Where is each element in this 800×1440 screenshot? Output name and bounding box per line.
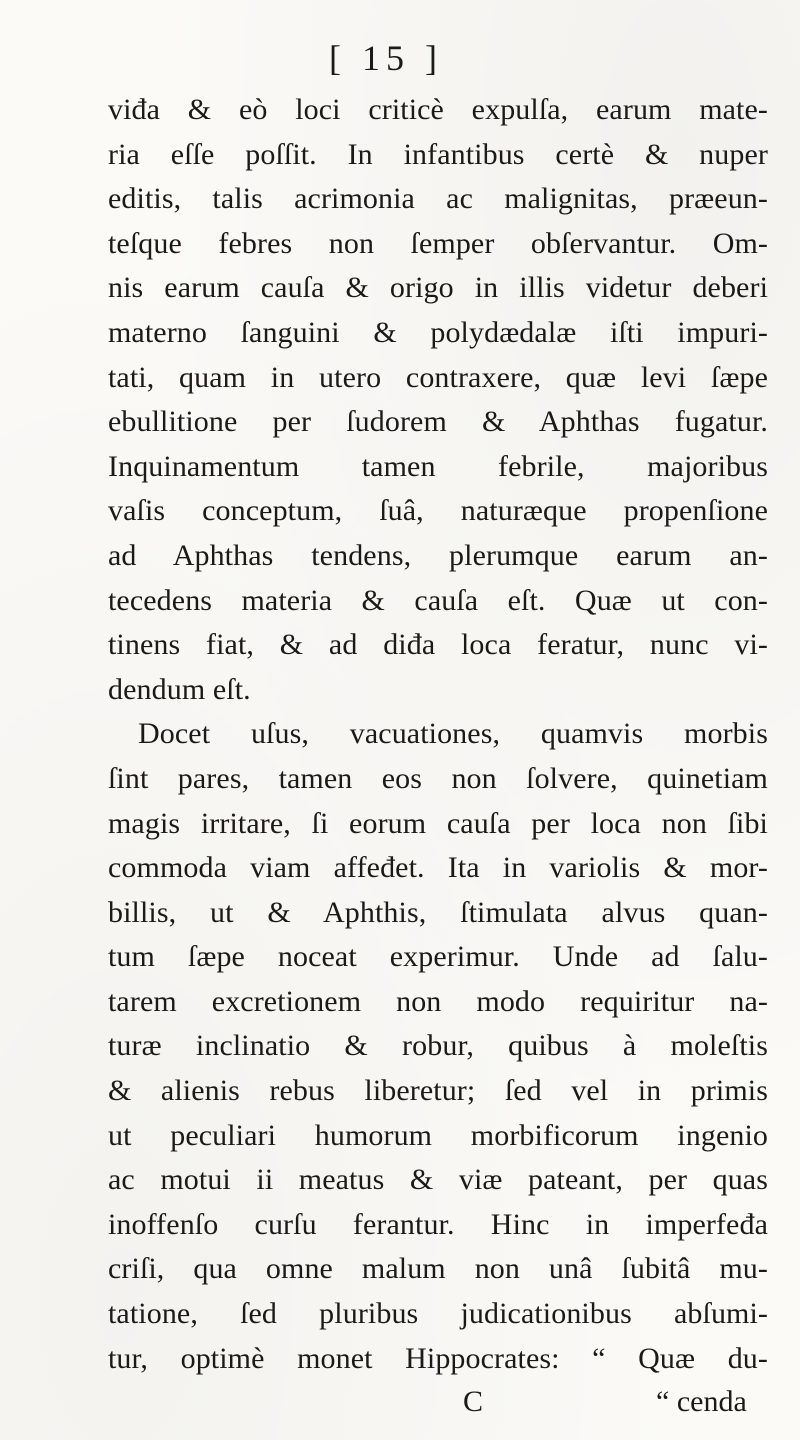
text-line: inoffenſo curſu ferantur. Hinc in imperfeđa — [108, 1207, 768, 1241]
text-line: tarem excretionem non modo requiritur na- — [108, 984, 768, 1018]
text-line: vaſis conceptum, ſuâ, naturæque propenſione — [108, 494, 768, 528]
text-line: commoda viam affeđet. Ita in variolis & mor- — [108, 851, 768, 885]
text-line: Inquinamentum tamen febrile, majoribus — [108, 449, 768, 483]
text-line: ac motui ii meatus & viæ pateant, per quas — [108, 1163, 768, 1197]
signature-mark: C — [463, 1385, 484, 1418]
text-line: tinens fiat, & ad diđa loca feratur, nunc vi- — [108, 628, 768, 662]
text-line: ria eſſe poſſit. In infantibus certè & nuper — [108, 137, 768, 171]
text-line: tecedens materia & cauſa eſt. Quæ ut con- — [108, 583, 768, 617]
text-line: dendum eſt. — [108, 672, 251, 706]
text-line: criſi, qua omne malum non unâ ſubitâ mu- — [108, 1252, 768, 1286]
text-line: & alienis rebus liberetur; ſed vel in primis — [108, 1074, 768, 1108]
text-line: ad Aphthas tendens, plerumque earum an- — [108, 538, 768, 572]
text-line: tati, quam in utero contraxere, quæ levi ſæpe — [108, 360, 768, 394]
text-line: magis irritare, ſi eorum cauſa per loca non ſibi — [108, 806, 768, 840]
text-line: turæ inclinatio & robur, quibus à moleſtis — [108, 1029, 768, 1063]
text-line: viđa & eò loci criticè expulſa, earum mate- — [108, 93, 768, 126]
footer-line — [108, 1380, 768, 1424]
text-line: Docet uſus, vacuationes, quamvis morbis — [138, 717, 768, 751]
text-line: billis, ut & Aphthis, ſtimulata alvus quan- — [108, 895, 768, 929]
text-line: tatione, ſed pluribus judicationibus abſumi- — [108, 1297, 768, 1331]
text-line: editis, talis acrimonia ac malignitas, præeun- — [108, 182, 768, 216]
catchword: “ cenda — [656, 1385, 747, 1418]
body-text — [108, 88, 768, 1381]
text-line: tum ſæpe noceat experimur. Unde ad ſalu- — [108, 940, 768, 974]
text-line: teſque febres non ſemper obſervantur. Om- — [108, 226, 768, 260]
page-number: [ 15 ] — [329, 38, 443, 78]
text-line: ſint pares, tamen eos non ſolvere, quinetiam — [108, 761, 768, 795]
text-line: materno ſanguini & polydædalæ iſti impuri- — [108, 315, 768, 349]
text-line: tur, optimè monet Hippocrates: “ Quæ du- — [108, 1341, 768, 1375]
text-line: nis earum cauſa & origo in illis videtur deberi — [108, 271, 768, 305]
text-line: ut peculiari humorum morbificorum ingenio — [108, 1118, 768, 1152]
text-line: ebullitione per ſudorem & Aphthas fugatur. — [108, 405, 768, 439]
